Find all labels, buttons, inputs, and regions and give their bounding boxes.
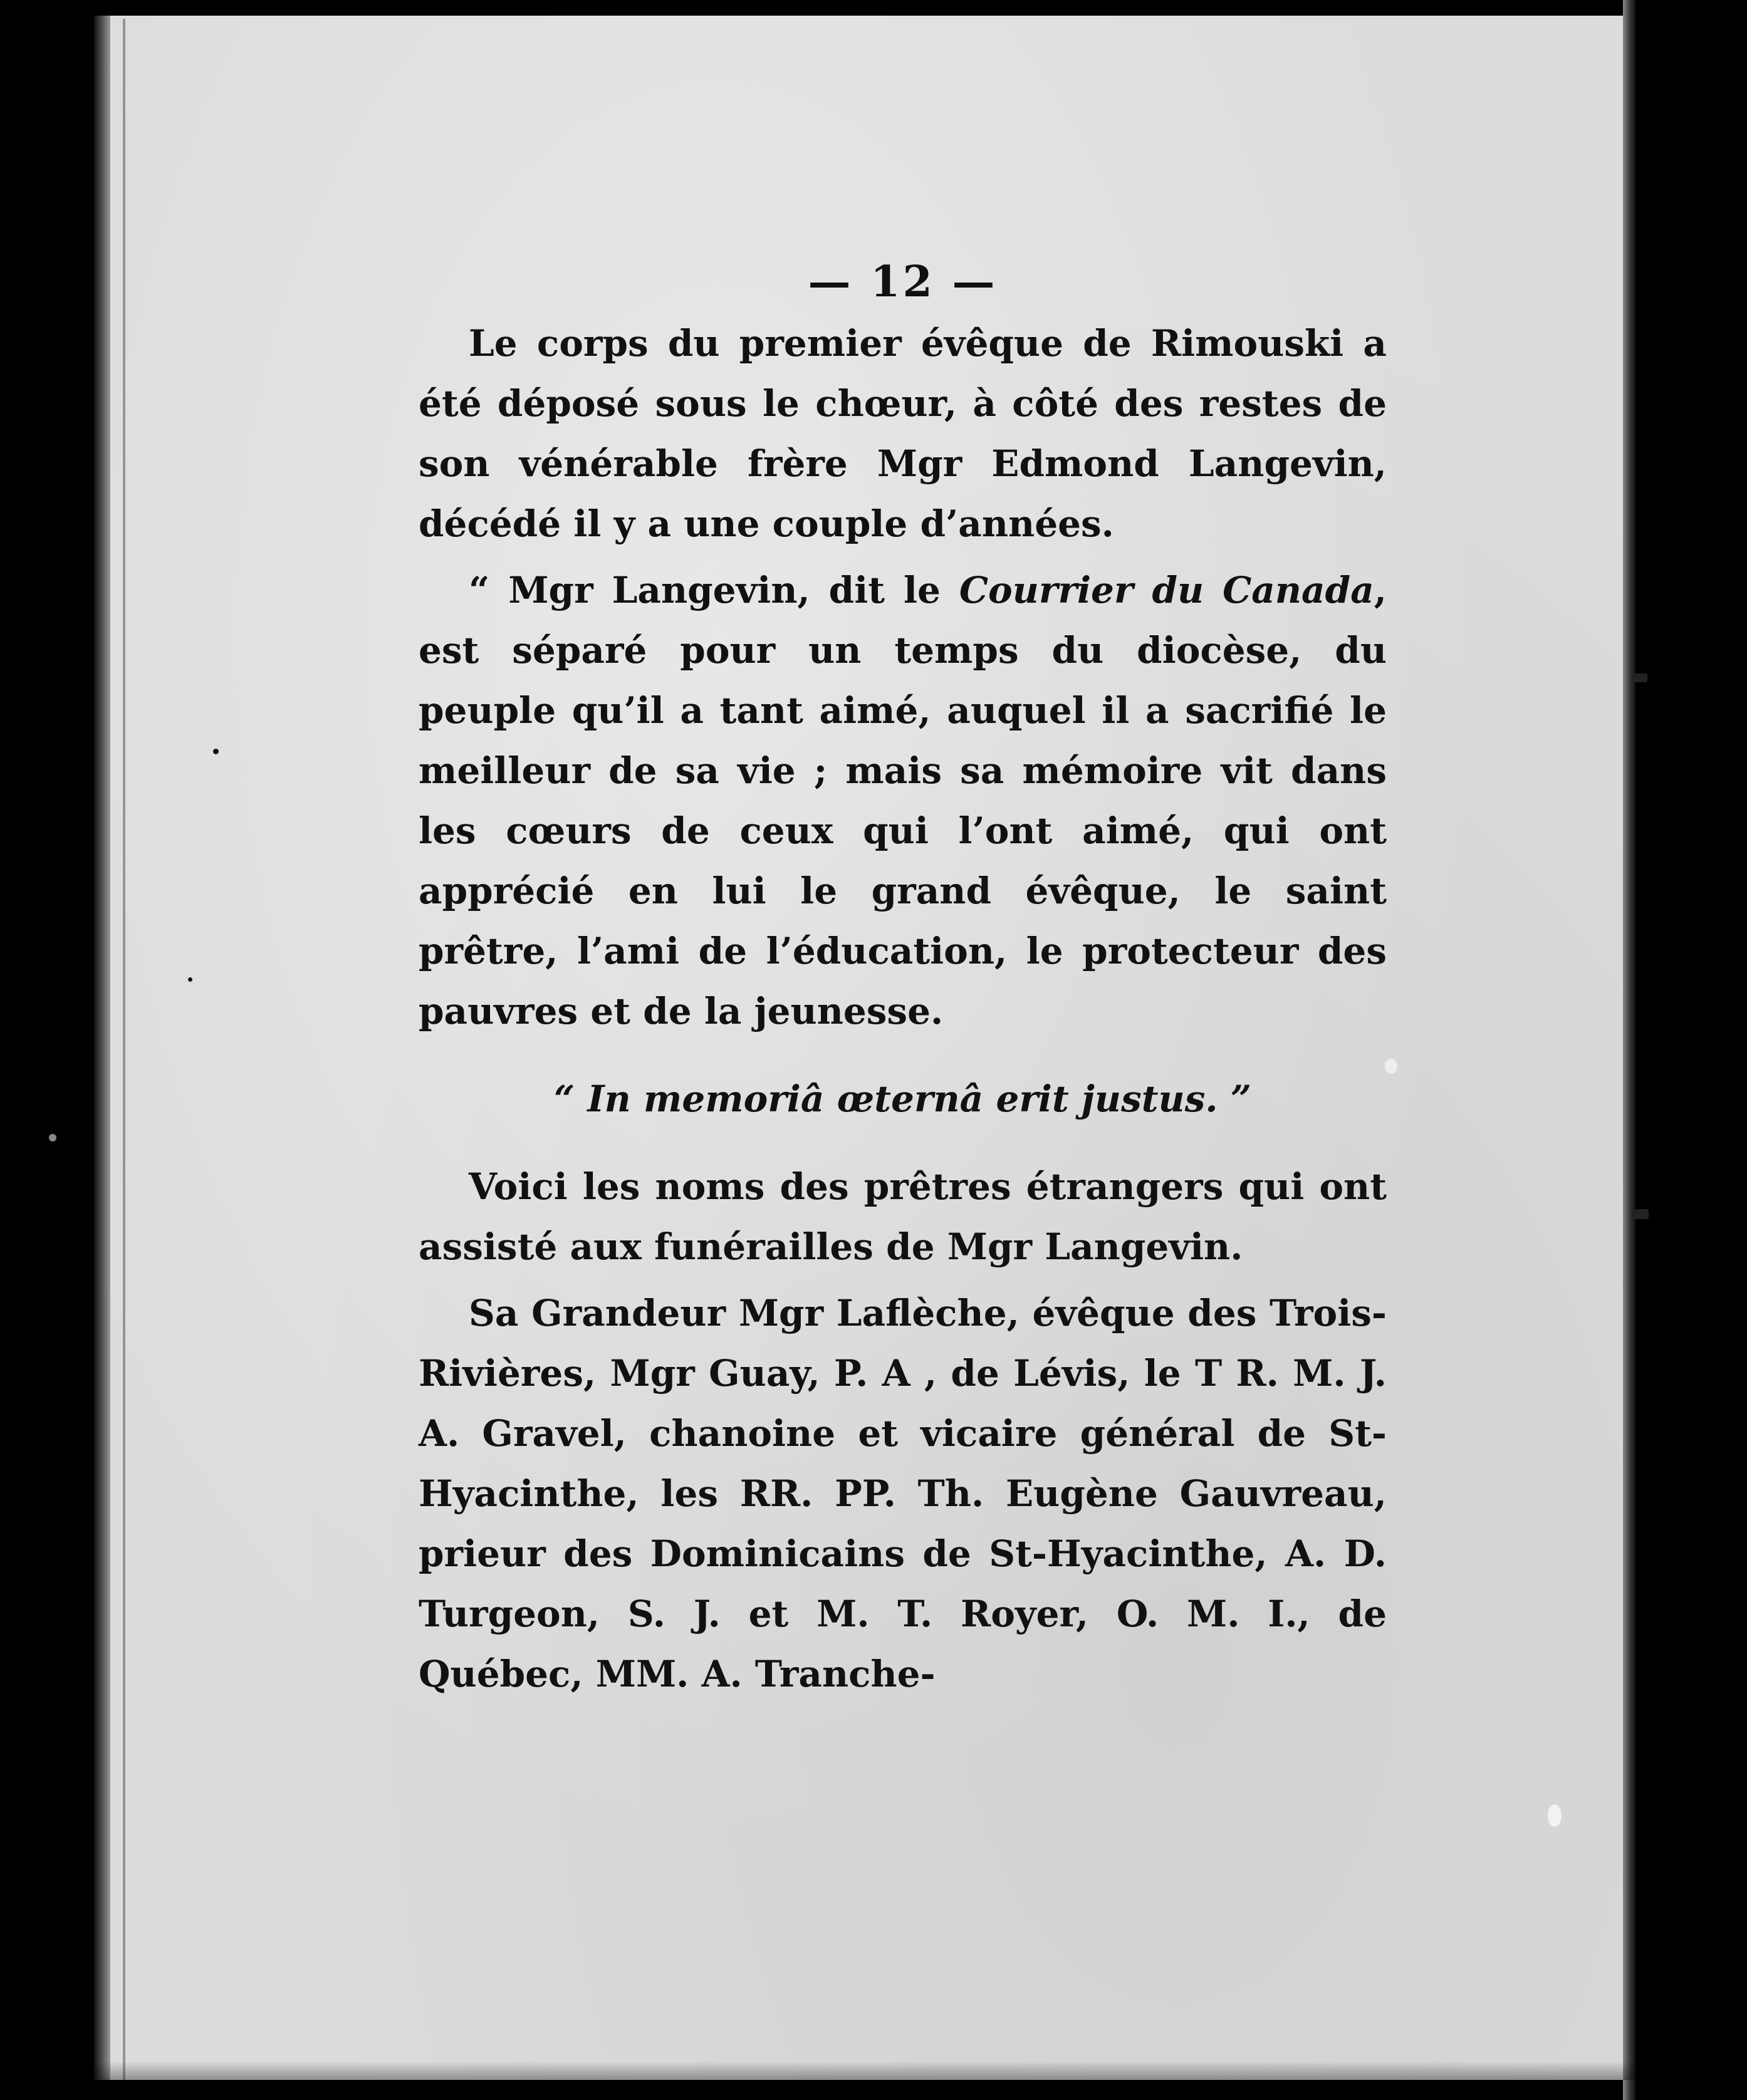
scan-speck [1548, 1804, 1562, 1827]
page-text-block [419, 251, 1387, 1704]
page-fold-line [123, 19, 125, 2080]
page-number: — 12 — [808, 257, 998, 307]
paragraph-priests-intro: Voici les noms des prêtres étrangers qui ont assisté aux funérailles de Mgr Langevin. [419, 1165, 1387, 1268]
page-right-edge [1623, 0, 1635, 2100]
scan-speck [1632, 673, 1647, 682]
paragraph-courrier-quote [419, 560, 1387, 1041]
quote-intro: “ Mgr Langevin, dit le [469, 569, 959, 611]
scan-speck [49, 1134, 56, 1141]
latin-epigraph: “ In memoriâ œternâ erit justus. ” [553, 1078, 1252, 1120]
scan-speck [1632, 1209, 1649, 1219]
scan-speck [213, 749, 219, 754]
page-bottom-shadow [94, 2061, 1635, 2080]
newspaper-title: Courrier du Canada [959, 569, 1374, 611]
page-left-binding-edge [94, 16, 110, 2080]
paragraph-priests-list: Sa Grandeur Mgr Laflèche, évêque des Trois-Rivières, Mgr Guay, P. A , de Lévis, le T R. M. J. A. Gravel, chanoine et vicaire général de St-Hyacinthe, les RR. PP. Th. Eugène Gauvreau, prieur des Dominicains de St-Hyacinthe, A. D. Turgeon, S. J. et M. T. Royer, O. M. I., de Québec, MM. A. Tranche- [419, 1292, 1387, 1695]
scan-speck [1385, 1059, 1397, 1074]
paragraph-burial: Le corps du premier évêque de Rimouski a été déposé sous le chœur, à côté des restes de son vénérable frère Mgr Edmond Langevin, décédé il y a une couple d’années. [419, 322, 1387, 545]
scan-speck [188, 977, 192, 982]
quote-body: , est séparé pour un temps du diocèse, du peuple qu’il a tant aimé, auquel il a sacrifié le meilleur de sa vie ; mais sa mémoire vit dans les cœurs de ceux qui l’ont aimé, qui ont apprécié en lui le grand évêque, le saint prêtre, l’ami de l’éducation, le protecteur des pauvres et de la jeunesse. [419, 569, 1387, 1032]
